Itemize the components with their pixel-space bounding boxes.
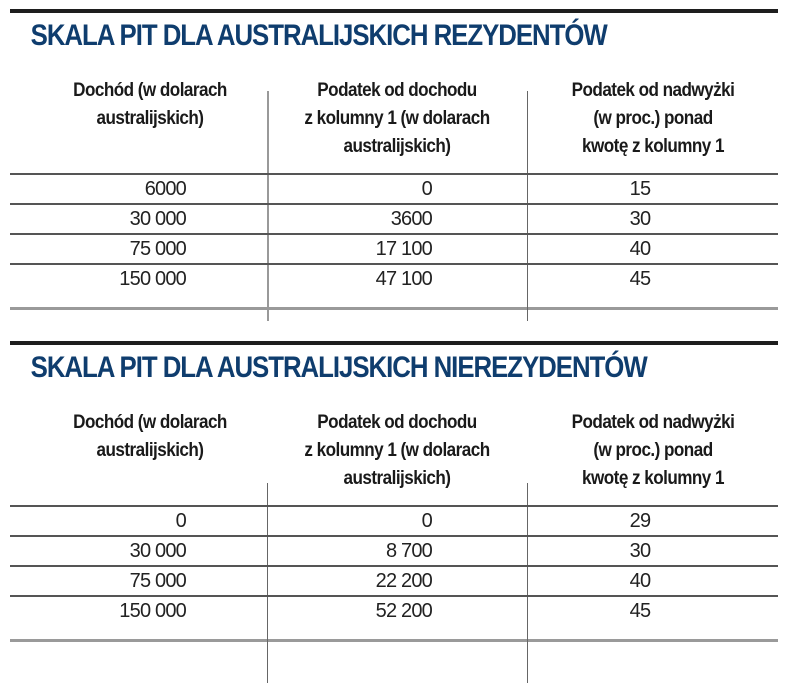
table-row <box>10 265 778 307</box>
header-line: australijskich) <box>343 468 451 489</box>
rate-cell: 40 <box>629 570 651 592</box>
header-line: Podatek od nadwyżki <box>571 80 735 101</box>
residents-tax-section <box>10 9 778 310</box>
rate-cell: 30 <box>629 540 651 562</box>
table-header-row <box>10 71 778 175</box>
header-line: australijskich) <box>96 108 204 129</box>
income-cell: 150 000 <box>119 600 186 622</box>
header-tax-on-income <box>285 409 510 493</box>
tax-cell: 3600 <box>390 208 432 230</box>
table-row <box>10 597 778 639</box>
tax-cell: 17 100 <box>375 238 432 260</box>
header-line: Podatek od nadwyżki <box>571 412 735 433</box>
table-row <box>10 567 778 597</box>
header-income <box>42 77 258 133</box>
tax-cell: 47 100 <box>375 268 432 290</box>
rate-cell: 40 <box>629 238 651 260</box>
header-line: z kolumny 1 (w dolarach <box>304 440 490 461</box>
table-row <box>10 175 778 205</box>
nonresidents-tax-section <box>10 341 778 642</box>
rate-cell: 30 <box>629 208 651 230</box>
header-line: Dochód (w dolarach <box>73 80 227 101</box>
residents-table-title: SKALA PIT DLA AUSTRALIJSKICH REZYDENTÓW <box>30 19 607 52</box>
table-row <box>10 537 778 567</box>
header-line: (w proc.) ponad <box>593 440 713 461</box>
table-row <box>10 205 778 235</box>
nonresidents-tax-table <box>10 403 778 642</box>
header-line: (w proc.) ponad <box>593 108 713 129</box>
tax-cell: 22 200 <box>375 570 432 592</box>
income-cell: 30 000 <box>129 540 186 562</box>
rate-cell: 45 <box>629 600 651 622</box>
table-row <box>10 235 778 265</box>
income-cell: 150 000 <box>119 268 186 290</box>
header-income <box>42 409 258 465</box>
table-row <box>10 507 778 537</box>
header-surplus-rate <box>541 77 766 161</box>
header-line: kwotę z kolumny 1 <box>582 136 724 157</box>
income-cell: 75 000 <box>129 570 186 592</box>
income-cell: 30 000 <box>129 208 186 230</box>
header-tax-on-income <box>285 77 510 161</box>
header-surplus-rate <box>541 409 766 493</box>
residents-tax-table <box>10 71 778 310</box>
income-cell: 0 <box>175 510 186 532</box>
table-bottom-rule <box>10 307 778 310</box>
header-line: australijskich) <box>96 440 204 461</box>
rate-cell: 29 <box>629 510 651 532</box>
header-line: kwotę z kolumny 1 <box>582 468 724 489</box>
rate-cell: 15 <box>629 178 651 200</box>
tax-cell: 0 <box>421 510 432 532</box>
header-line: australijskich) <box>343 136 451 157</box>
tax-cell: 52 200 <box>375 600 432 622</box>
rate-cell: 45 <box>629 268 651 290</box>
table-bottom-rule <box>10 639 778 642</box>
income-cell: 75 000 <box>129 238 186 260</box>
income-cell: 6000 <box>144 178 186 200</box>
nonresidents-table-title: SKALA PIT DLA AUSTRALIJSKICH NIEREZYDENTÓW <box>30 351 647 384</box>
table-header-row <box>10 403 778 507</box>
header-line: Podatek od dochodu <box>317 80 477 101</box>
tax-cell: 8 700 <box>385 540 432 562</box>
header-line: z kolumny 1 (w dolarach <box>304 108 490 129</box>
header-line: Podatek od dochodu <box>317 412 477 433</box>
tax-cell: 0 <box>421 178 432 200</box>
header-line: Dochód (w dolarach <box>73 412 227 433</box>
